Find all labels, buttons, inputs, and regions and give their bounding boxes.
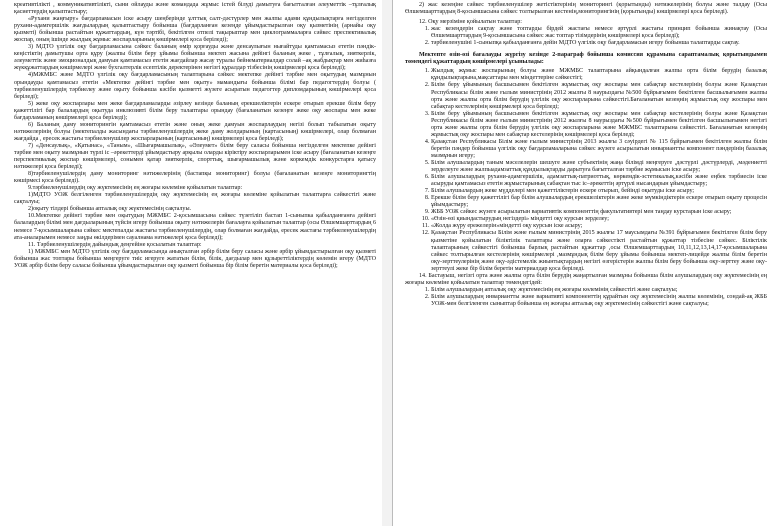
paragraph: «Рухани жаңғыру» бағдарламасын іске асыру шеңберінде ұлттық салт-дәстүрлер мен жалпы адами құндылықтарға негізделген рухани-адамгершілік жағдылардың қалыптастыру бойынша (бағдарланған кезеңде ұйымдастырылған оқу қызметінің (арнайы оқу қызметі) бойынша растайтын құжаттардың, күн тәртібі, бекітілген отпелі тақырыптар мен циклограммаларға сәйкес преспективалық жоспар, оның ішінде жылдық жұмыс жоспарларының көшірмелері қоса беріледі); [14,16,376,44]
list-item: 1. жас кезеңдерін сақтау және топтарды бірдей жастағы немесе әртүрлі жастағы принцип бойынша жинақтау (Осы Өлшемшарттардың 9-қосымшасына сәйкес жас топтар тізімдерінің көшірмелері қоса беріледі); [431,26,767,40]
paragraph: 2) жас кезеңіне сәйкес тәрбиеленушілер жетістіктерінің мониторингі (қорытынды) нәтижелерінің болуы және талдау (Осы Өлшемшарттардың 8-қосымшасына сәйкес толтырылған кестенің,мониторингінің (қорытынды) көшірмелері қоса беріледі). [405,2,767,16]
list-item: 1. Білім алушылардың апталық оқу жүктемесінің ең жоғары көлемінің сәйкестігі және сақталуы; [431,287,767,294]
list-item: 4. Қазақстан Республикасы Білім және ғылым министрінің 2013 жылғы 3 сәуірдегі № 115 бұйрығымен бекітілген жалпы білім беретін пәндер бойынша үлгілік оқу бағдарламаларына сәйкес жүзеге асырылатын инвариантты компонент пәндерінің базалық мазмұнын игеру; [431,139,767,160]
list-item: 2. Білім алушылардың инвариантты және вариативті компоненттің құрайтын оқу жүктемесінің жалпы көлемінің, сондай-ақ ЖББ УОЖ-мен белгіленген сыныптар бойынша ең жоғары апталық оқу жүктемесінің сәйкестігі және сақталуы; [431,294,767,308]
paragraph: 4)МЖМБС және МДТО үлгілік оқу бағдарламасының талаптарына сәйкес мектепке дейінгі тәрбие мен оқытудың мазмұнын орындауды қамтамасыз ететін «Мектепке дейінгі тәрбие мен оқыту» мамандығы бойынша білімі бар педагогтердің болуы ( тәрбиеленушілердің тәрбиелеу және оқыту бойынша кәсіби қызметті жүзеге асыратын педагогтер дипломдарының көшірмелері қоса беріледі); [14,72,376,100]
list-item: 5. Білім алушылардың таным мәселелерін шешуге және субъектінің жаңа білімді меңгеруге ,дәстүрлі ,дәстүрлерді, ,мәдениетті зерделеуге және жалпыадамзаттық құндылықтарды дарытуға бағытталған тәрбие жұмысын іске асыру; [431,160,767,174]
list-item: 11. «Жолда жүру ережелерін»міндетті оқу курсын іске асыру; [431,223,767,230]
paragraph: креативтілікті , коммуникативтілікті, сыни ойлауды және командада жұмыс істей білуді дамытуға бағытталған әлеуметтік –тұлғалық қасиеттердің қалыптастыру; [14,2,376,16]
right-document-page [392,0,775,526]
list-item: 3. Білім беру ұйымының басшысымен бекітілген жұмыстық оқу жоспары мен сабақтар кестелерінің болуы және Қазақстан Республикасы білім және ғылым министрінің 2012 жылғы 8 наурыздағы №500 бұйрығымен бекітілген басшылығымен негізгі орта және жалпы орта білім берудің үлгілік оқу жоспарларына және МЖМБС талаптарына сәйкестігі. Бағаланатын кезеңнің жұмыстық оқу жоспары мен сабақтар кестелерінің көшірмелері қоса беріледі; [431,111,767,139]
list-item: 8. Ерекше білім беру қажеттілігі бар білім алушылардың ерекшеліктерін және жеке мүмкіндіктерін ескере отырып оқыту процесін ұйымдастыру; [431,195,767,209]
paragraph: 6) Баланың даму мониторингін қамтамасыз ететін және оның жеке дамуын жоспарлаудың негізі болып табылатын оқыту нәтижелерінің болуы (мектепалды жасындағы тәрбиеленушілердің жеке даму жолдарының (картасының) көшірмелері, олар болмаған жағдайда , ересек жастағы тәрбиеленушілер жоспарларының (картасының) көшірмелері қоса беріледі); [14,121,376,142]
list-item: 6. Білім алушылардың рухани-адамгершілік, адамзаттық-патриоттық, көркемдік-эстетикалық,кәсіби және еңбек тәрбиесін іске асыруды қамтамасыз ететін жұмыстарының сабақтан тыс іс–әрекеттің әртүрлі нысандарын ұйымдастыру; [431,174,767,188]
list-item: 1. Жылдық жұмыс жоспарының болуы және МЖМБС талаптарына айқындалған жалпы орта білім берудің базалық құндылықтарына,мақсаттары мен міндеттеріне сәйкестігі; [431,68,767,82]
page-gutter [382,0,392,526]
study-period-requirements-list [405,26,767,47]
paragraph: 8)тәрбиеленушілердің даму мониторинг нәтижелерінің (бастапқы мониторинг) болуы (бағаланатын кезеңге мониторингтің көшірмесі қоса беріледі). [14,171,376,185]
paragraph: 7) «Денсаулық», «Қатынас», «Таным», «Шығармашылық», «Әлеумет» білім беру саласы бойынша негізделген мектепке дейінгі тәрбие мен оқыту мазмұнын түрлі іс –әрекеттерді ұйымдастыру арқылы оларды кіріктіру жоспарларымен іске асыру (бағаланатын кезеңге перспективалық жоспар көшірмелері, сонымен қатар зияткерлік, спорттық, шығармашылық және коркемдік конкурстарға қатысу нәтижелері қоса беріледі); [14,142,376,171]
list-item: 10. «Өзін-өзі қиындастырудың негіздері» міндетті оқу курсын зерделеу; [431,216,767,223]
paragraph: 5) жеке оқу жоспарлары мен жеке бағдарламаларды әзірлеу кезінде баланың ерекшеліктерін ескере отырып ерекше білім беру қажеттілігі бар балалардың оқытуда инклюзивті білім беру талаптары орындау (бағаланатын кезеңге жеке оқу жоспары мен жеке бағдарламаның көшірмелері қоса беріледі); [14,100,376,121]
paragraph: 12. Оқу мерзіміне қойылатын талаптар: [419,19,522,26]
list-item: 2. Білім беру ұйымының басшысымен бекітілген жұмыстық оқу жоспары мен сабақтар кестелерінің болуы және Қазақстан Республикасы білім және ғылым министрінің 2012 жылғы 8 наурыздағы №500 бұйрығымен бекітілген басшылығымен жалпы орта және жалпы орта білім берудің үлгілік оқу жоспарларына сәйкестігі.Бағаланатын кезеңнің жұмыстық оқу жоспары мен сабақтар кестелерінің көшірмелері қоса беріледі; [431,82,767,110]
paragraph: 3) МДТО үлгілік оқу бағдарламасына сәйкес баланың өмір қорғауды және денсаулығын нығайтуды қамтамасыз ететін пәндік-кеңістіктің дамытушы орта құру (жалпы білім беру ұйымы бойынша мектеп жасына дейінгі баланың жеке , тұлғалық, зияткерлік, әлеуметтік және эмоционалдық дамуын қамтамасыз ететін жағдайлар жасау туралы бейнематериалдар солай –ақ жабдықтар мен жиһазға жүкқұжаттардың көшірмелері және бухгалтерлік есептілік деректерінен негізгі құралдар тізбесінің көшірмелері қоса беріледі); [14,44,376,72]
paragraph: 9.тәрбиеленушілердің оқу жүктемесінің ең жоғары көлеміне қойылатын талаптар: [28,185,243,192]
right-page-bottom-paragraphs [405,273,767,287]
paragraph: 11. Тәрбиеленушілердің дайындық деңгейіне қосылатын талаптар: [28,241,202,248]
paragraph: 14. Бастауыш, негізгі орта және жалпы орта білім берудің жаңартылған мазмұны бойынша білім алушылардың оқу жүктемесінің ең жоғары көлеміне қойылатын талаптар төмендегідей: [405,272,767,286]
self-assessment-documents-list [405,68,767,272]
list-item: 9. ЖББ УОЖ сәйкес жүзеге асырылатын вариативтік компоненттің факультативтері мен таңдау курстарын іске асыру; [431,209,767,216]
left-page-content [14,2,376,270]
list-item: 2. тәрбиеленушіні 1-сыныпқа қабылданғанға дейін МДТО үлгілік оқу бағдарламасын игеру бойынша талаптарды сақтау. [431,40,767,47]
study-load-requirements-list [405,287,767,308]
list-item: 7. Білім алушылардың жеке мүдделері мен қажеттіліктерін ескере отырып, бейінді оқытуды іске асыру; [431,188,767,195]
paragraph: 2)оқыту тілдері бойынша апталық оқу жүктемесінің сақталуы. [28,206,192,213]
left-document-page [0,0,382,526]
list-item: 12. Қазақстан Республикасы Білім және ғылым министрінің 2015 жылғы 17 маусымдағы №391 бұйрығымен бекітілген білім беру қызметіне қойылатын біліктілік талаптары және оларға сәйкестікті растайтын құжаттар тізбесіне сәйкес. Біліктілік талаптарының сәйкестігі бойынша барлық растайтын құжаттар ,осы Өлшемшарттардың 10,11,12,13,14,17-қосымшаларына сәйкес толтырылған кестелерінің көшірмелері ,мазмұндық білім беру ұйымы бойынша мектеп-лицейде жалпы білім беретін оқу-зерттеулерінің және оқу-әдістемелік жиынтықтардың негізгі өзгерістерін жалпы білім беру бойынша оқу-зерттеу және оқу-зерттеулі жеке бір білім беретін материалдар қоса беріледі. [431,230,767,272]
paragraph: 1) МЖМБС мен МДТО үлгілік оқу бағдарламасында анықталған әрбір білім беру саласы және әрбір ұйымдастырылған оқу қызметі бойынша жас топтары бойынша меңгеруге тиіс игеруге жататын білім, білік, дағдылар мен құзыреттіліктердің көлемін игеру (МДТО УОЖ әрбір білім беру саласы бойынша ұйымдастырылған оқу қызметі бойынша бір білім беретін материалы қоса беріледі); [14,248,376,269]
right-page-top-paragraphs [405,2,767,26]
paragraph: 10.Мектепке дейінгі тәрбие мен оқытудың МЖМБС 2-қосымшасына сәйкес түзетіліп бастап 1-сыныпка қабылданғанға дейінгі балалардың білімі мен дағдыларының түйсін игеру бойынша оқыту нәтижелерін бағалауға қойылатын талаптар (осы Өлшемшарттардың 6 немесе 7-қосымшаларына сәйкес мектепалды жастағы тәрбиеленушілердің, олар болмаған жағдайда, ересек жастағы тәрбиеленушілердің ата-аналарымен немесе заңды өкілдерімен сауалнама нәтижелері қоса беріледі); [14,213,376,241]
section-heading: Мектепте өзін-өзі бағалауды жүргізу кезінде 2-параграф бойынша комиссия құрамына сараптамалық қорытындымен төмендегі құжаттардың көшірмелері ұсынылады: [405,52,767,66]
paragraph: 1)МДТО УОЖ белгіленген тәрбиеленушілердің оқу жүктемесінің ең жоғары көлеміне қойылатын талаптарға сәйкестігі және сақталуы; [14,192,376,206]
